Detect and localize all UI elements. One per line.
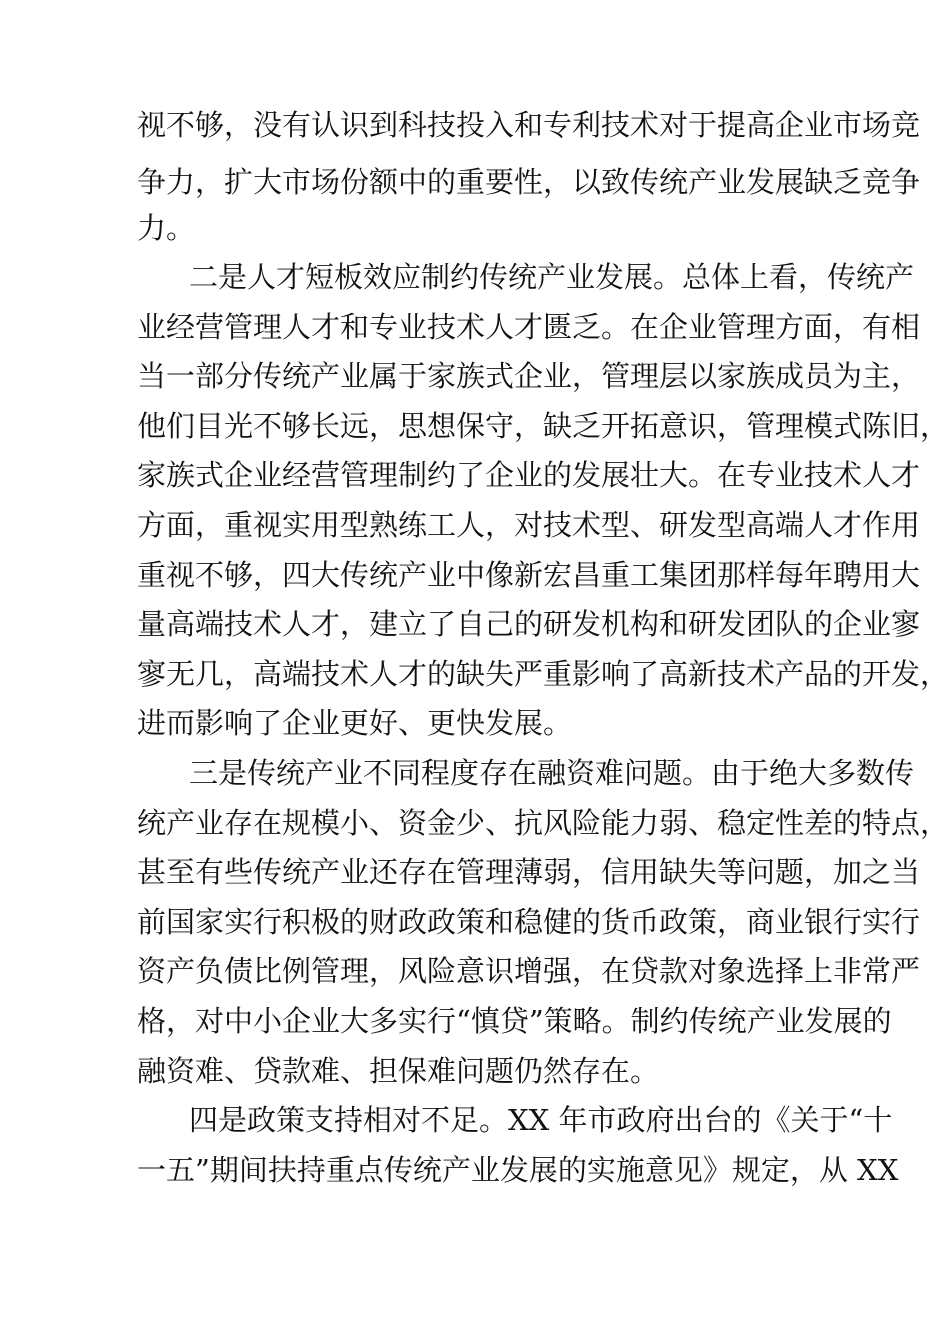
text-line: 格，对中小企业大多实行“慎贷”策略。制约传统产业发展的 xyxy=(137,1004,892,1038)
text-line: 他们目光不够长远，思想保守，缺乏开拓意识，管理模式陈旧， xyxy=(137,409,950,443)
text-line: 方面，重视实用型熟练工人，对技术型、研发型高端人才作用 xyxy=(137,508,921,542)
text-line: 业经营管理人才和专业技术人才匮乏。在企业管理方面，有相 xyxy=(137,310,921,344)
text-line: 前国家实行积极的财政政策和稳健的货币政策，商业银行实行 xyxy=(137,905,921,939)
text-line: 融资难、贷款难、担保难问题仍然存在。 xyxy=(137,1054,660,1088)
text-line: 一五”期间扶持重点传统产业发展的实施意见》规定，从 XX xyxy=(137,1153,899,1187)
text-line: 争力，扩大市场份额中的重要性，以致传统产业发展缺乏竞争 xyxy=(137,165,921,199)
paragraph-first-line: 三是传统产业不同程度存在融资难问题。由于绝大多数传 xyxy=(189,756,915,790)
text-line: 家族式企业经营管理制约了企业的发展壮大。在专业技术人才 xyxy=(137,458,921,492)
text-line: 资产负债比例管理，风险意识增强，在贷款对象选择上非常严 xyxy=(137,954,921,988)
text-line: 甚至有些传统产业还存在管理薄弱，信用缺失等问题，加之当 xyxy=(137,855,921,889)
text-line: 视不够，没有认识到科技投入和专利技术对于提高企业市场竞 xyxy=(137,108,921,142)
text-line: 力。 xyxy=(137,211,196,245)
text-line: 当一部分传统产业属于家族式企业，管理层以家族成员为主， xyxy=(137,359,921,393)
text-line: 重视不够，四大传统产业中像新宏昌重工集团那样每年聘用大 xyxy=(137,558,921,592)
paragraph-first-line: 四是政策支持相对不足。XX 年市政府出台的《关于“十 xyxy=(189,1103,893,1137)
text-line: 量高端技术人才，建立了自己的研发机构和研发团队的企业寥 xyxy=(137,607,921,641)
paragraph-first-line: 二是人才短板效应制约传统产业发展。总体上看，传统产 xyxy=(189,260,915,294)
text-line: 统产业存在规模小、资金少、抗风险能力弱、稳定性差的特点， xyxy=(137,806,950,840)
text-line: 寥无几，高端技术人才的缺失严重影响了高新技术产品的开发， xyxy=(137,657,950,691)
text-line: 进而影响了企业更好、更快发展。 xyxy=(137,706,573,740)
